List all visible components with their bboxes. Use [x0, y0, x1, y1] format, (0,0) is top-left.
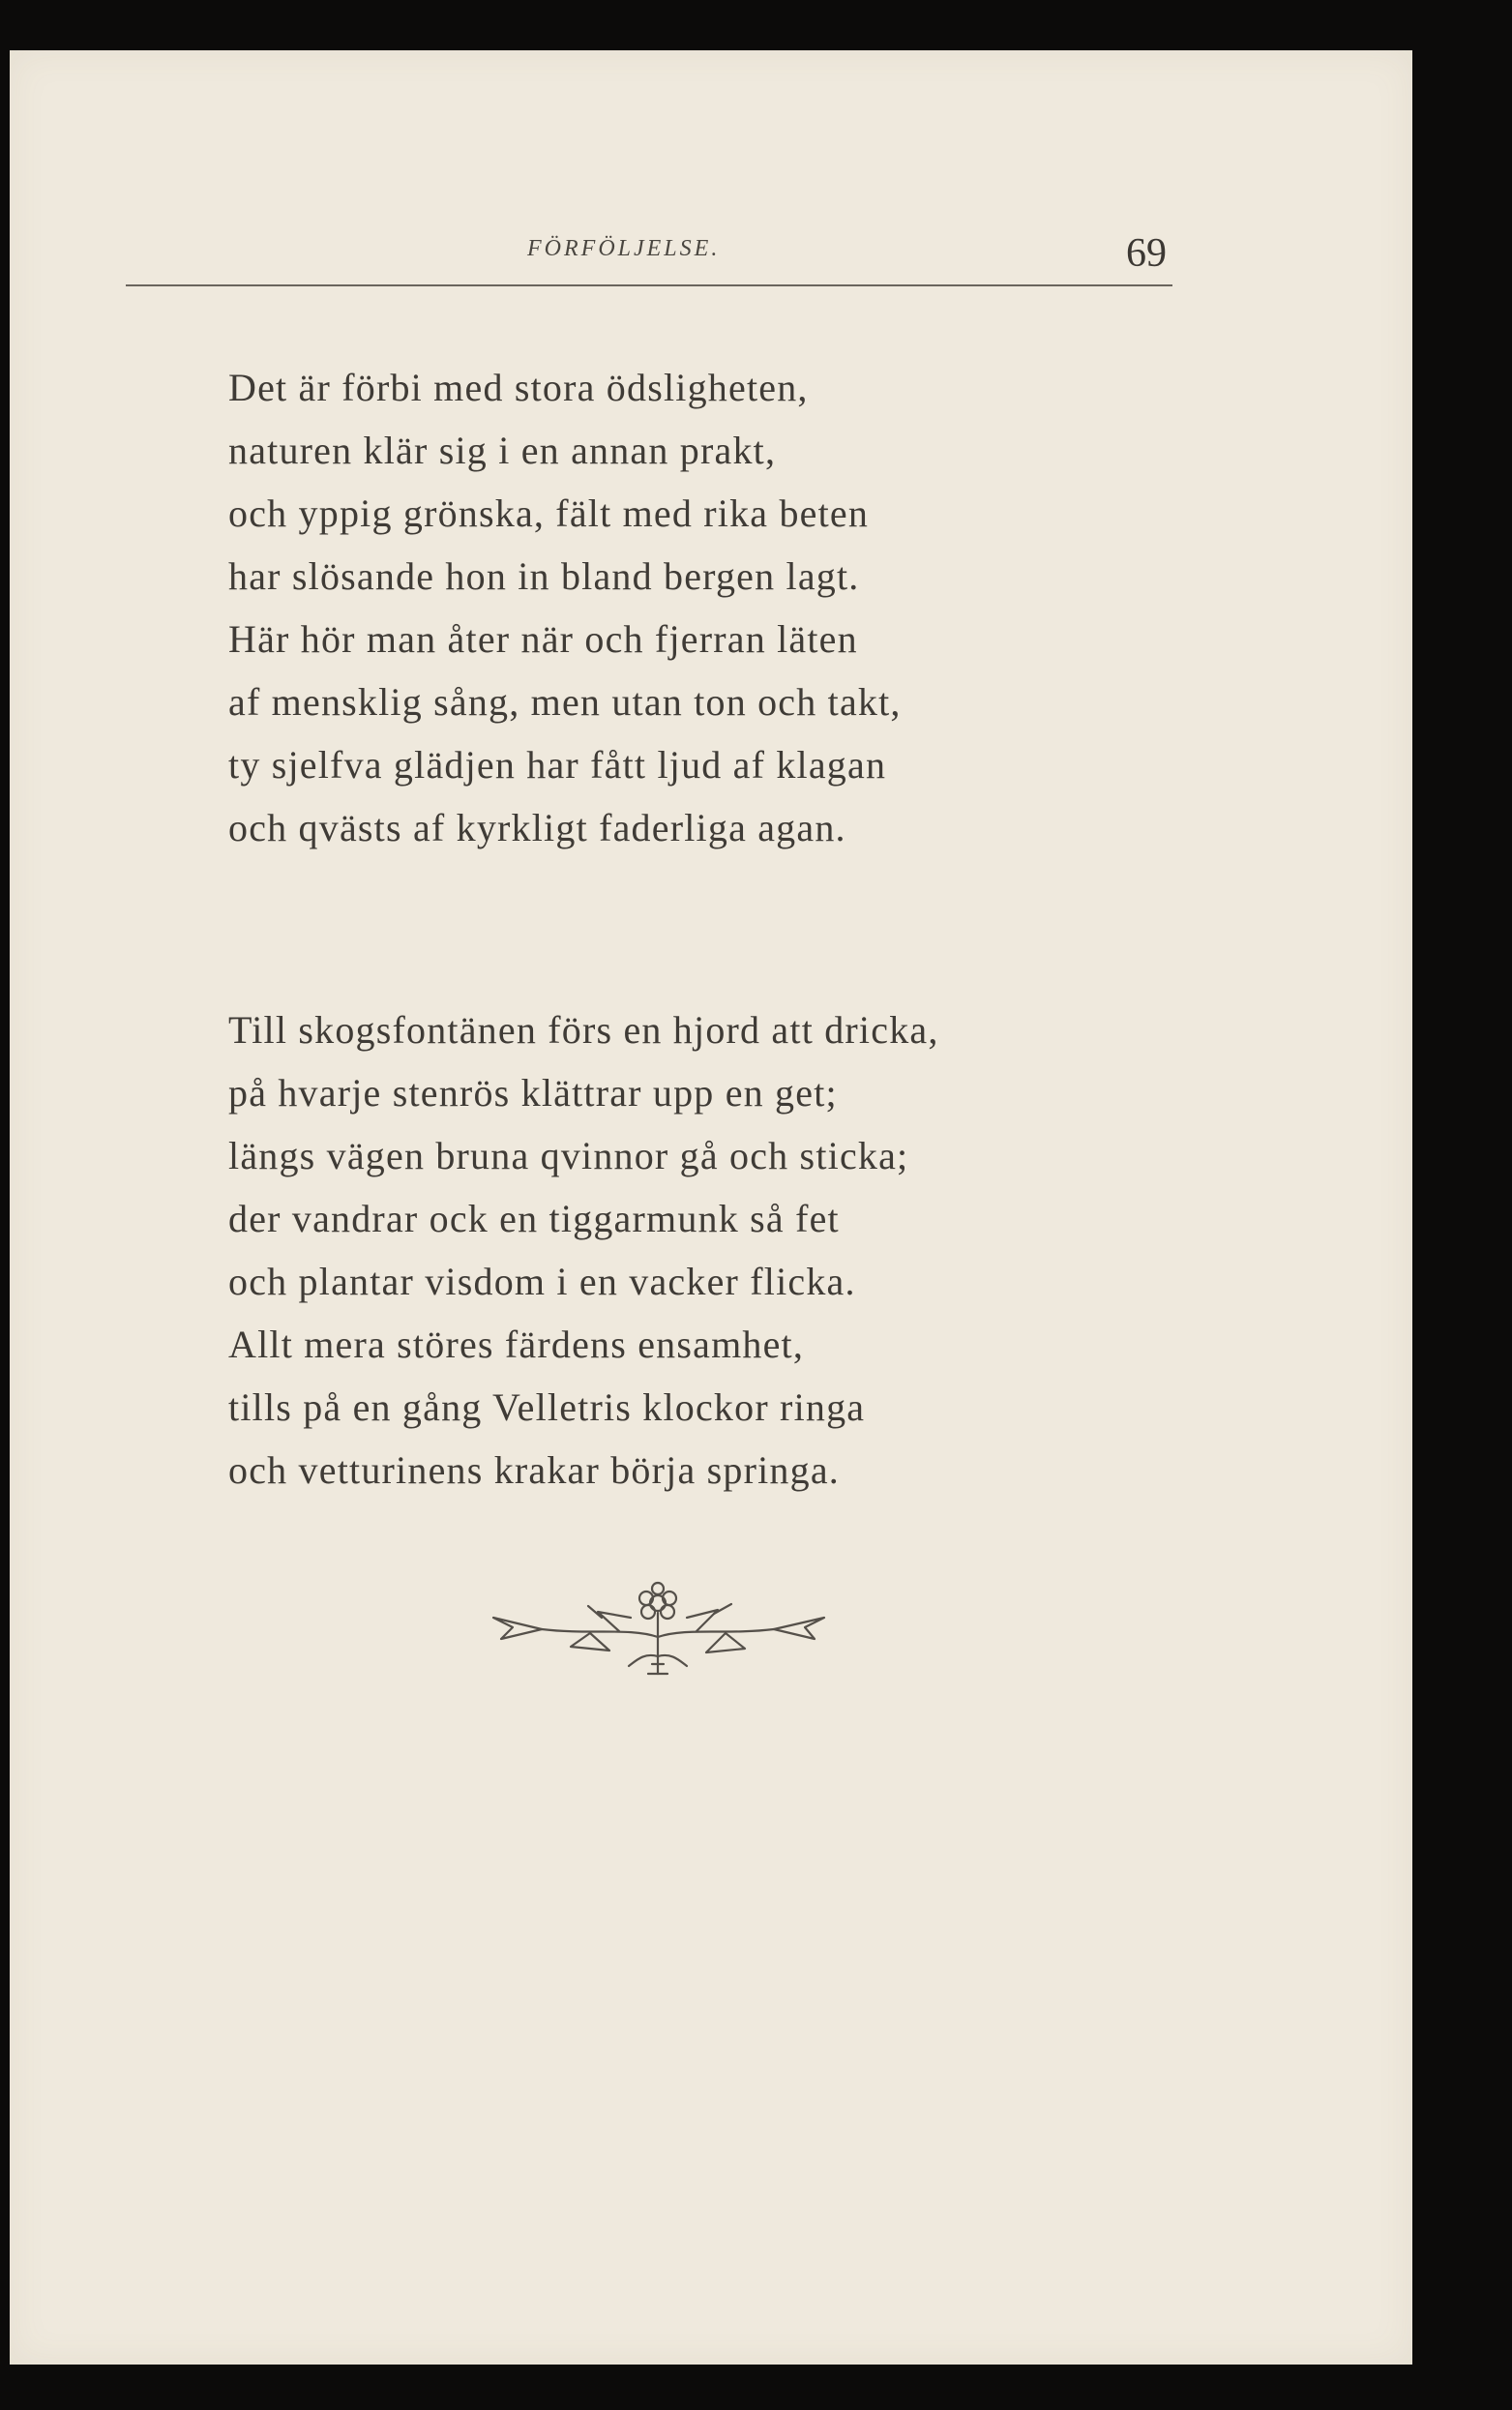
verse-line: och vetturinens krakar börja springa. [228, 1448, 840, 1492]
verse-line: tills på en gång Velletris klockor ringa [228, 1385, 866, 1429]
verse-line: och qvästs af kyrkligt faderliga agan. [228, 806, 846, 849]
verse-line: der vandrar ock en tiggarmunk så fet [228, 1197, 840, 1240]
running-title: FÖRFÖLJELSE. [527, 236, 721, 261]
stanza-1 [228, 356, 902, 859]
verse-line: längs vägen bruna qvinnor gå och sticka; [228, 1134, 909, 1177]
verse-line: Till skogsfontänen förs en hjord att dricka, [228, 1008, 939, 1052]
running-head [10, 230, 1412, 288]
book-page [10, 50, 1412, 2365]
verse-line: Allt mera störes färdens ensamhet, [228, 1323, 805, 1366]
verse-line: har slösande hon in bland bergen lagt. [228, 554, 860, 598]
stanza-2 [228, 998, 939, 1502]
page-number: 69 [1126, 231, 1167, 276]
verse-line: Det är förbi med stora ödsligheten, [228, 366, 809, 409]
verse-line: ty sjelfva glädjen har fått ljud af klagan [228, 743, 887, 787]
verse-line: på hvarje stenrös klättrar upp en get; [228, 1071, 838, 1115]
verse-line: naturen klär sig i en annan prakt, [228, 429, 777, 472]
verse-line: af mensklig sång, men utan ton och takt, [228, 680, 902, 724]
verse-line: och plantar visdom i en vacker flicka. [228, 1260, 856, 1303]
verse-line: och yppig grönska, fält med rika beten [228, 491, 870, 535]
header-rule [126, 284, 1172, 286]
floral-tailpiece-icon [474, 1579, 842, 1685]
verse-line: Här hör man åter när och fjerran läten [228, 617, 858, 661]
